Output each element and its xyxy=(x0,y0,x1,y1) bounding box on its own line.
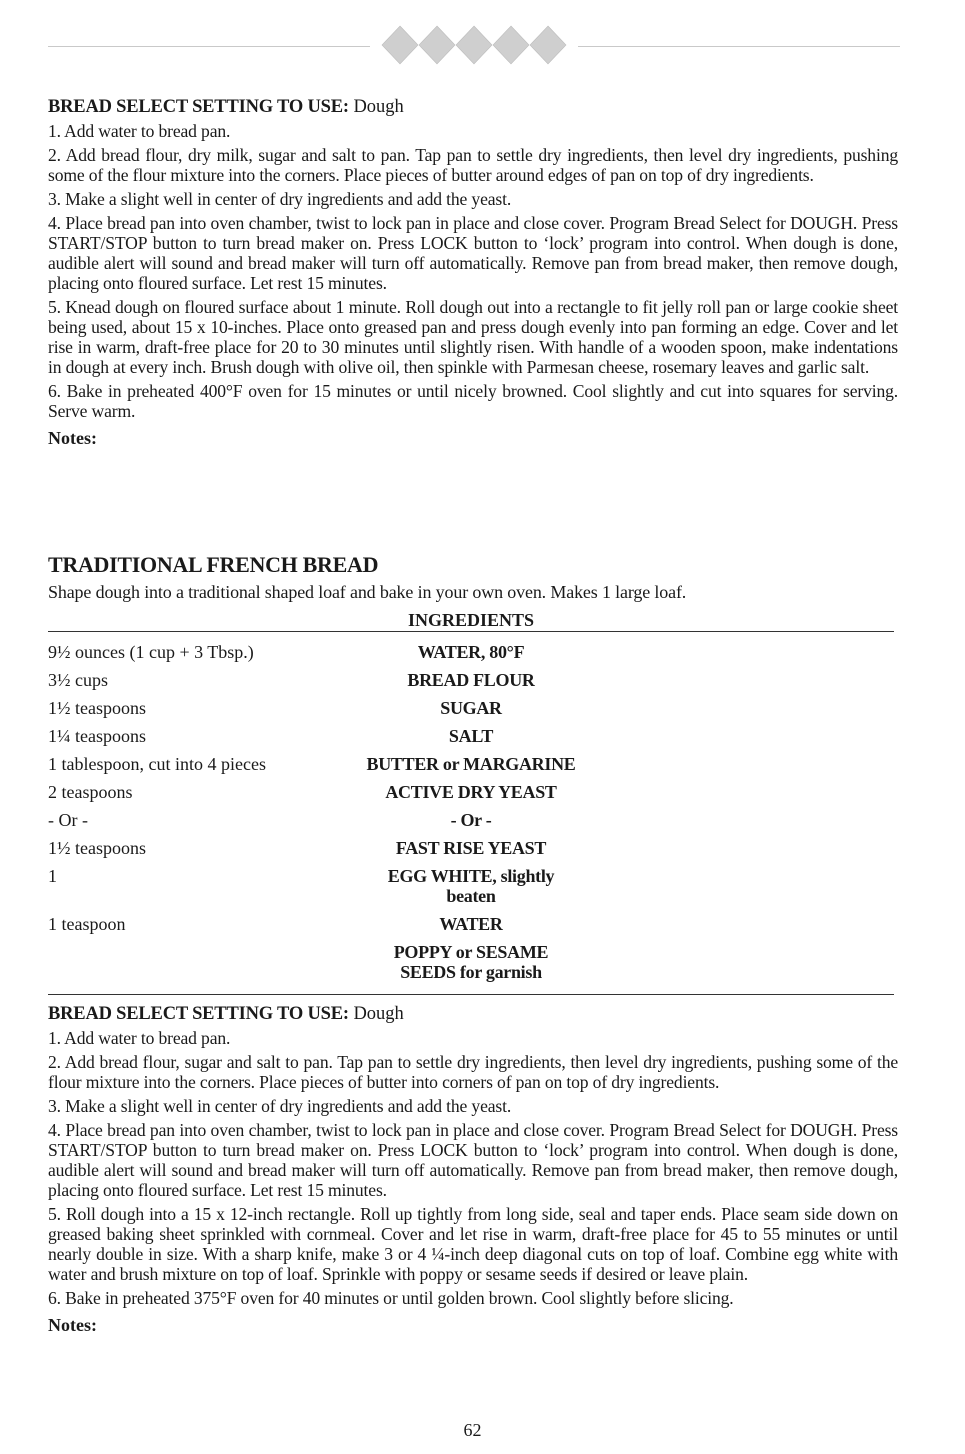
ingredient-amount: 9½ ounces (1 cup + 3 Tbsp.) xyxy=(48,642,254,662)
instruction-step: 3. Make a slight well in center of dry ingredients and add the yeast. xyxy=(48,189,512,209)
ingredient-amount: 1½ teaspoons xyxy=(48,698,146,718)
bread-setting-value: Dough xyxy=(353,1004,404,1024)
instruction-step: 5. Knead dough on floured surface about 1 minute. Roll dough out into a rectangle to fit jelly roll pan or large cookie sheet being used, about 15 x 10-inches. Place onto greased pan and press dough evenly into pan forming an edge. Cover and let rise in warm, draft-free place for 20 to 30 minutes until slightly risen. With handle of a wooden spoon, make indentations in dough at every inch. Brush dough with olive oil, then spinkle with Parmesan cheese, rosemary leaves and garlic salt. xyxy=(48,297,898,377)
french-bread-instructions xyxy=(48,1003,898,1336)
ingredient-name-line: EGG WHITE, slightly xyxy=(387,866,555,886)
bread-setting-line xyxy=(48,1003,898,1025)
recipe-french-bread xyxy=(48,552,898,995)
ingredient-name: ACTIVE DRY YEAST xyxy=(385,782,557,802)
ingredient-name: BUTTER or MARGARINE xyxy=(366,754,576,774)
ingredient-name: - Or - xyxy=(450,810,492,830)
ingredient-amount xyxy=(48,942,348,990)
instruction-step: 2. Add bread flour, sugar and salt to pan. Tap pan to settle dry ingredients, then level dry ingredients, pushing some of the flour mixture into the corners. Place pieces of butter into corners of pan on top of dry ingredients. xyxy=(48,1052,898,1092)
ingredient-name: BREAD FLOUR xyxy=(407,670,535,690)
ingredient-amount: 1¼ teaspoons xyxy=(48,726,146,746)
instruction-step: 4. Place bread pan into oven chamber, twist to lock pan in place and close cover. Program Bread Select for DOUGH. Press START/STOP button to turn bread maker on. Press LOCK button to ‘lock’ program into control. When dough is done, audible alert will sound and bread maker will turn off automatically. Remove pan from bread maker, then remove dough, placing onto floured surface. Let rest 15 minutes. xyxy=(48,1120,898,1200)
ingredient-row xyxy=(48,942,894,990)
ingredient-row xyxy=(48,670,894,698)
ingredient-name: SALT xyxy=(448,726,494,746)
ingredient-row xyxy=(48,838,894,866)
header-rule-left xyxy=(48,46,370,47)
instruction-step: 1. Add water to bread pan. xyxy=(48,121,231,141)
notes-label: Notes: xyxy=(48,1315,97,1335)
header-rule-right xyxy=(578,46,900,47)
ingredient-row xyxy=(48,642,894,670)
ingredient-amount: 1½ teaspoons xyxy=(48,838,146,858)
bread-setting-label: BREAD SELECT SETTING TO USE: xyxy=(48,97,349,117)
ingredient-amount: 1 tablespoon, cut into 4 pieces xyxy=(48,754,266,774)
bread-setting-line xyxy=(48,96,898,118)
ingredient-row xyxy=(48,782,894,810)
ingredient-name: WATER, 80°F xyxy=(417,642,525,662)
notes-label: Notes: xyxy=(48,428,97,448)
ingredient-amount: 2 teaspoons xyxy=(48,782,133,802)
ingredient-row xyxy=(48,698,894,726)
instruction-step: 4. Place bread pan into oven chamber, twist to lock pan in place and close cover. Program Bread Select for DOUGH. Press START/STOP button to turn bread maker on. Press LOCK button to ‘lock’ program into control. When dough is done, audible alert will sound and bread maker will turn off automatically. Remove pan from bread maker, then remove dough, placing onto floured surface. Let rest 15 minutes. xyxy=(48,213,898,293)
ingredient-row xyxy=(48,866,894,914)
instruction-step: 1. Add water to bread pan. xyxy=(48,1028,231,1048)
diamond-ornament-icon xyxy=(380,24,570,66)
previous-recipe-instructions xyxy=(48,96,898,449)
ingredients-bottom-rule xyxy=(48,994,894,995)
bread-setting-label: BREAD SELECT SETTING TO USE: xyxy=(48,1004,349,1024)
recipe-description: Shape dough into a traditional shaped loaf and bake in your own oven. Makes 1 large loaf. xyxy=(48,582,687,602)
instruction-step: 3. Make a slight well in center of dry ingredients and add the yeast. xyxy=(48,1096,512,1116)
ingredient-name xyxy=(348,866,594,914)
page-number: 62 xyxy=(463,1420,482,1440)
ingredient-name-line: beaten xyxy=(446,886,496,906)
ingredient-name: WATER xyxy=(439,914,503,934)
instruction-step: 2. Add bread flour, dry milk, sugar and salt to pan. Tap pan to settle dry ingredients, then level dry ingredients, pushing some of the flour mixture into the corners. Place pieces of butter around edges of pan on top of dry ingredients. xyxy=(48,145,898,185)
instruction-step: 6. Bake in preheated 375°F oven for 40 minutes or until golden brown. Cool slightly before slicing. xyxy=(48,1288,734,1308)
ingredients-table xyxy=(48,642,894,990)
ingredient-name: SUGAR xyxy=(440,698,502,718)
ingredient-name xyxy=(348,942,594,990)
ingredient-name: FAST RISE YEAST xyxy=(395,838,547,858)
bread-setting-value: Dough xyxy=(353,97,404,117)
ingredient-row xyxy=(48,810,894,838)
ingredient-row xyxy=(48,914,894,942)
instruction-step: 5. Roll dough into a 15 x 12-inch rectangle. Roll up tightly from long side, seal and taper ends. Place seam side down on greased baking sheet sprinkled with cornmeal. Cover and let rise in warm, draft-free place for 45 to 55 minutes or until nearly double in size. With a sharp knife, make 3 or 4 ¼-inch deep diagonal cuts on top of loaf. Combine egg white with water and brush mixture on top of loaf. Sprinkle with poppy or sesame seeds if desired or leave plain. xyxy=(48,1204,898,1284)
ingredient-row xyxy=(48,754,894,782)
ingredients-header: INGREDIENTS xyxy=(407,610,535,630)
ingredient-amount: - Or - xyxy=(48,810,88,830)
ingredient-name-line: SEEDS for garnish xyxy=(400,962,542,982)
ingredient-amount: 1 xyxy=(48,866,57,886)
ingredient-amount: 3½ cups xyxy=(48,670,108,690)
ingredient-amount: 1 teaspoon xyxy=(48,914,126,934)
recipe-title: TRADITIONAL FRENCH BREAD xyxy=(48,552,379,577)
ingredient-name-line: POPPY or SESAME xyxy=(393,942,549,962)
ingredients-top-rule xyxy=(48,631,894,632)
instruction-step: 6. Bake in preheated 400°F oven for 15 minutes or until nicely browned. Cool slightly and cut into squares for serving. Serve warm. xyxy=(48,381,898,421)
ingredient-row xyxy=(48,726,894,754)
